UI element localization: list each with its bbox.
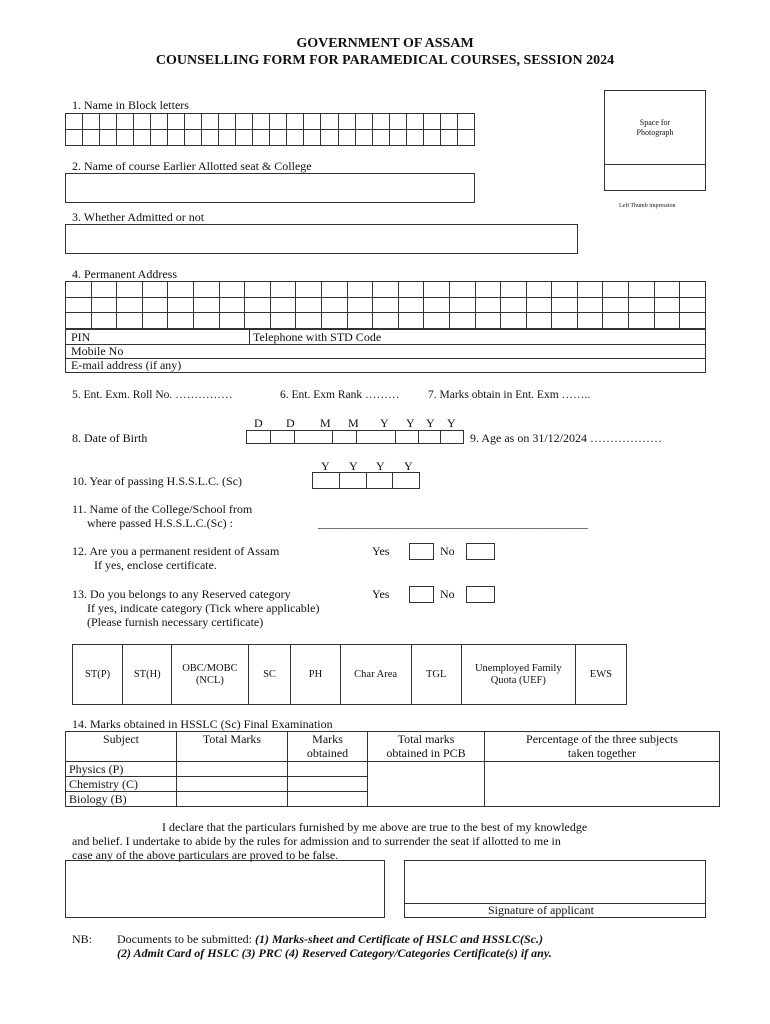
letter-cell[interactable] <box>552 313 578 329</box>
letter-cell[interactable] <box>245 282 271 298</box>
letter-cell[interactable] <box>424 313 450 329</box>
letter-cell[interactable] <box>142 313 168 329</box>
marks-obtained-cell[interactable] <box>288 762 368 777</box>
category-label: OBC/MOBC <box>182 662 238 674</box>
letter-cell[interactable] <box>577 313 603 329</box>
subject-name: Biology (B) <box>66 792 177 807</box>
letter-cell[interactable] <box>423 114 440 130</box>
letter-cell[interactable] <box>475 313 501 329</box>
reserved-yes-checkbox[interactable] <box>409 586 434 603</box>
college-blank-line[interactable]: _____________________________________________ <box>318 516 588 530</box>
photo-label-2: Photograph <box>636 128 674 137</box>
letter-cell[interactable] <box>475 297 501 313</box>
marks-col-obtained <box>288 732 368 762</box>
letter-cell[interactable] <box>457 130 474 146</box>
letter-cell[interactable] <box>296 297 322 313</box>
category-label: Char Area <box>354 668 398 680</box>
telephone-label: Telephone with STD Code <box>253 330 382 344</box>
marks-col-pct-2: taken together <box>567 746 637 760</box>
letter-cell[interactable] <box>654 297 680 313</box>
letter-cell[interactable] <box>424 282 450 298</box>
letter-cell[interactable] <box>117 313 143 329</box>
total-marks-cell[interactable] <box>177 792 288 807</box>
letter-cell[interactable] <box>66 313 92 329</box>
letter-cell[interactable] <box>321 282 347 298</box>
letter-cell[interactable] <box>134 130 151 146</box>
contact-divider-v <box>249 330 250 344</box>
letter-cell[interactable] <box>603 313 629 329</box>
letter-cell[interactable] <box>449 297 475 313</box>
letter-cell[interactable] <box>202 130 219 146</box>
letter-cell[interactable] <box>372 130 389 146</box>
letter-cell[interactable] <box>423 130 440 146</box>
nb-prefix: Documents to be submitted: <box>117 932 252 946</box>
marks-col-pcb-2: obtained in PCB <box>386 746 466 760</box>
letter-cell[interactable] <box>398 313 424 329</box>
letter-cell[interactable] <box>270 297 296 313</box>
reserved-no-checkbox[interactable] <box>466 586 495 603</box>
letter-cell[interactable] <box>373 313 399 329</box>
letter-cell[interactable] <box>66 282 92 298</box>
letter-cell[interactable] <box>304 130 321 146</box>
letter-cell[interactable] <box>406 130 423 146</box>
date-header-letter: Y <box>426 416 435 430</box>
marks-col-obtained-2: obtained <box>306 746 349 760</box>
letter-cell[interactable] <box>398 297 424 313</box>
reserved-label-2: If yes, indicate category (Tick where applicable) <box>87 601 320 615</box>
letter-cell[interactable] <box>449 313 475 329</box>
category-label: PH <box>308 668 323 680</box>
category-cell[interactable] <box>575 645 626 705</box>
date-header-letter: D <box>286 416 295 430</box>
letter-cell[interactable] <box>680 282 706 298</box>
letter-cell[interactable] <box>287 130 304 146</box>
letter-cell[interactable] <box>270 313 296 329</box>
letter-cell[interactable] <box>134 114 151 130</box>
letter-cell[interactable] <box>83 114 100 130</box>
nb-documents-1: (1) Marks-sheet and Certificate of HSLC and HSSLC(Sc.) <box>254 932 543 946</box>
photo-label-1: Space for <box>639 118 671 127</box>
name-label: 1. Name in Block letters <box>72 98 189 112</box>
date-header-letter: M <box>320 416 331 430</box>
letter-cell[interactable] <box>253 114 270 130</box>
letter-cell[interactable] <box>219 313 245 329</box>
letter-cell[interactable] <box>629 297 655 313</box>
letter-cell[interactable] <box>347 282 373 298</box>
thumb-impression-box[interactable] <box>65 860 385 918</box>
letter-cell[interactable] <box>629 313 655 329</box>
letter-cell[interactable] <box>449 282 475 298</box>
course-college-field[interactable] <box>65 173 475 203</box>
resident-yes-label: Yes <box>372 544 390 558</box>
letter-cell[interactable] <box>457 114 474 130</box>
nb-label: NB: <box>72 932 93 946</box>
letter-cell[interactable] <box>91 282 117 298</box>
category-label: Unemployed Family <box>474 662 562 674</box>
reserved-label-3: (Please furnish necessary certificate) <box>87 615 264 629</box>
letter-cell[interactable] <box>603 297 629 313</box>
resident-label-2: If yes, enclose certificate. <box>94 558 217 572</box>
date-header-letter: D <box>254 416 263 430</box>
letter-cell[interactable] <box>236 130 253 146</box>
letter-cell[interactable] <box>552 282 578 298</box>
letter-cell[interactable] <box>526 313 552 329</box>
date-header-letter: Y <box>376 459 385 473</box>
college-label-1: 11. Name of the College/School from <box>72 502 253 516</box>
college-label-2: where passed H.S.S.L.C.(Sc) : <box>87 516 233 530</box>
letter-cell[interactable] <box>424 297 450 313</box>
rank-label: 6. Ent. Exm Rank ……… <box>280 389 400 401</box>
letter-cell[interactable] <box>270 282 296 298</box>
passing-year-label: 10. Year of passing H.S.S.L.C. (Sc) <box>72 474 243 488</box>
subject-name: Chemistry (C) <box>66 777 177 792</box>
date-header-letter: Y <box>404 459 413 473</box>
roll-no-label: 5. Ent. Exm. Roll No. …………… <box>72 389 233 401</box>
letter-cell[interactable] <box>321 313 347 329</box>
letter-cell[interactable] <box>629 282 655 298</box>
photo-box[interactable] <box>604 90 706 191</box>
marks-col-pcb <box>368 732 485 762</box>
letter-cell[interactable] <box>193 297 219 313</box>
letter-cell[interactable] <box>270 114 287 130</box>
letter-cell[interactable] <box>245 313 271 329</box>
date-header-letter: Y <box>321 459 330 473</box>
letter-cell[interactable] <box>654 282 680 298</box>
nb-line-2 <box>117 946 552 961</box>
declaration-line-3: case any of the above particulars are proved to be false. <box>72 848 339 862</box>
category-label: TGL <box>426 668 447 680</box>
letter-cell[interactable] <box>151 130 168 146</box>
name-letter-grid[interactable] <box>65 113 475 146</box>
letter-cell[interactable] <box>389 114 406 130</box>
marks-obtained-cell[interactable] <box>288 777 368 792</box>
marks-col-subject: Subject <box>66 732 177 762</box>
letter-cell[interactable] <box>501 313 527 329</box>
letter-cell[interactable] <box>321 130 338 146</box>
letter-cell[interactable] <box>236 114 253 130</box>
percentage-cell[interactable] <box>485 762 720 807</box>
letter-cell[interactable] <box>168 313 194 329</box>
dob-headers <box>248 416 464 430</box>
letter-cell[interactable] <box>168 282 194 298</box>
marks-col-percentage <box>485 732 720 762</box>
age-label: 9. Age as on 31/12/2024 ……………… <box>470 431 662 445</box>
letter-cell[interactable] <box>373 297 399 313</box>
marks-obtained-cell[interactable] <box>288 792 368 807</box>
letter-cell[interactable] <box>245 297 271 313</box>
form-government-title: GOVERNMENT OF ASSAM <box>296 36 474 51</box>
total-marks-cell[interactable] <box>177 762 288 777</box>
letter-cell[interactable] <box>117 114 134 130</box>
marks-col-pct-1: Percentage of the three subjects <box>526 732 678 746</box>
letter-cell[interactable] <box>372 114 389 130</box>
declaration-line-1: I declare that the particulars furnished by me above are true to the best of my knowledge <box>162 820 588 834</box>
letter-cell[interactable] <box>406 114 423 130</box>
letter-cell[interactable] <box>168 114 185 130</box>
photo-divider <box>605 164 705 165</box>
letter-cell[interactable] <box>100 114 117 130</box>
category-cell[interactable] <box>291 645 340 705</box>
letter-cell[interactable] <box>347 297 373 313</box>
admitted-field[interactable] <box>65 224 578 254</box>
resident-yes-checkbox[interactable] <box>409 543 434 560</box>
letter-cell[interactable] <box>577 282 603 298</box>
letter-cell[interactable] <box>680 313 706 329</box>
category-cell[interactable] <box>340 645 411 705</box>
letter-cell[interactable] <box>347 313 373 329</box>
resident-label-1: 12. Are you a permanent resident of Assam <box>72 544 280 558</box>
letter-cell[interactable] <box>355 130 372 146</box>
dob-grid[interactable] <box>246 430 464 444</box>
letter-cell[interactable] <box>321 114 338 130</box>
letter-cell[interactable] <box>398 282 424 298</box>
letter-cell[interactable] <box>501 282 527 298</box>
category-cell[interactable] <box>461 645 575 705</box>
declaration-line-2: and belief. I undertake to abide by the rules for admission and to surrender the seat if allotted to me in <box>72 834 561 848</box>
letter-cell[interactable] <box>321 297 347 313</box>
letter-cell[interactable] <box>355 114 372 130</box>
category-cell[interactable] <box>172 645 248 705</box>
letter-cell[interactable] <box>253 130 270 146</box>
letter-cell[interactable] <box>117 130 134 146</box>
date-header-letter: Y <box>406 416 415 430</box>
letter-cell[interactable] <box>287 114 304 130</box>
letter-cell[interactable] <box>100 130 117 146</box>
letter-cell[interactable] <box>680 297 706 313</box>
letter-cell[interactable] <box>603 282 629 298</box>
letter-cell[interactable] <box>338 130 355 146</box>
category-label-sub: Quota (UEF) <box>490 674 546 686</box>
reserved-yes-label: Yes <box>372 587 390 601</box>
category-cell[interactable] <box>248 645 291 705</box>
address-label: 4. Permanent Address <box>72 267 177 281</box>
letter-cell[interactable] <box>193 313 219 329</box>
category-cell[interactable] <box>123 645 172 705</box>
letter-cell[interactable] <box>373 282 399 298</box>
form-title: COUNSELLING FORM FOR PARAMEDICAL COURSES, SESSION 2024 <box>155 53 615 68</box>
letter-cell[interactable] <box>117 297 143 313</box>
letter-cell[interactable] <box>296 313 322 329</box>
letter-cell[interactable] <box>66 297 92 313</box>
letter-cell[interactable] <box>66 114 83 130</box>
marks-title: 14. Marks obtained in HSSLC (Sc) Final Examination <box>72 717 333 731</box>
category-cell[interactable] <box>411 645 461 705</box>
category-label: ST(P) <box>85 668 111 680</box>
date-header-letter: Y <box>380 416 389 430</box>
marks-table <box>65 731 720 807</box>
letter-cell[interactable] <box>475 282 501 298</box>
pcb-total-cell[interactable] <box>368 762 485 807</box>
letter-cell[interactable] <box>440 130 457 146</box>
signature-label: Signature of applicant <box>488 903 594 917</box>
thumb-impression-label: Left Thumb impression <box>619 203 676 209</box>
date-header-letter: Y <box>349 459 358 473</box>
letter-cell[interactable] <box>296 282 322 298</box>
category-cell[interactable] <box>73 645 123 705</box>
letter-cell[interactable] <box>185 114 202 130</box>
letter-cell[interactable] <box>501 297 527 313</box>
letter-cell[interactable] <box>270 130 287 146</box>
letter-cell[interactable] <box>219 282 245 298</box>
admitted-label: 3. Whether Admitted or not <box>72 210 205 224</box>
letter-cell[interactable] <box>151 114 168 130</box>
date-header-letter: M <box>348 416 359 430</box>
letter-cell[interactable] <box>552 297 578 313</box>
category-label-sub: (NCL) <box>195 674 224 686</box>
resident-no-checkbox[interactable] <box>466 543 495 560</box>
letter-cell[interactable] <box>193 282 219 298</box>
letter-cell[interactable] <box>389 130 406 146</box>
dob-label: 8. Date of Birth <box>72 431 148 445</box>
letter-cell[interactable] <box>185 130 202 146</box>
letter-cell[interactable] <box>91 297 117 313</box>
letter-cell[interactable] <box>526 297 552 313</box>
letter-cell[interactable] <box>83 130 100 146</box>
pin-label: PIN <box>71 330 91 344</box>
passing-year-grid[interactable] <box>312 472 420 489</box>
marks-col-total: Total Marks <box>177 732 288 762</box>
total-marks-cell[interactable] <box>177 777 288 792</box>
letter-cell[interactable] <box>219 114 236 130</box>
contact-divider-1 <box>66 344 705 345</box>
letter-cell[interactable] <box>304 114 321 130</box>
reserved-no-label: No <box>440 587 455 601</box>
marks-col-obtained-1: Marks <box>312 732 343 746</box>
nb-line-1 <box>117 932 543 947</box>
email-label: E-mail address (if any) <box>71 358 182 372</box>
letter-cell[interactable] <box>168 130 185 146</box>
course-college-label: 2. Name of course Earlier Allotted seat & College <box>72 159 312 173</box>
category-table <box>72 644 627 705</box>
nb-documents-2: (2) Admit Card of HSLC (3) PRC (4) Reserved Category/Categories Certificate(s) if any. <box>117 946 552 960</box>
letter-cell[interactable] <box>577 297 603 313</box>
marks-col-pcb-1: Total marks <box>397 732 455 746</box>
letter-cell[interactable] <box>202 114 219 130</box>
mobile-label: Mobile No <box>71 344 124 358</box>
letter-cell[interactable] <box>219 130 236 146</box>
letter-cell[interactable] <box>654 313 680 329</box>
reserved-label-1: 13. Do you belongs to any Reserved category <box>72 587 291 601</box>
letter-cell[interactable] <box>142 282 168 298</box>
category-label: SC <box>263 668 276 680</box>
category-label: EWS <box>589 668 612 680</box>
letter-cell[interactable] <box>117 282 143 298</box>
letter-cell[interactable] <box>219 297 245 313</box>
address-grid[interactable] <box>65 281 706 329</box>
letter-cell[interactable] <box>66 130 83 146</box>
resident-no-label: No <box>440 544 455 558</box>
category-label: ST(H) <box>133 668 161 680</box>
letter-cell[interactable] <box>526 282 552 298</box>
letter-cell[interactable] <box>91 313 117 329</box>
letter-cell[interactable] <box>168 297 194 313</box>
ent-marks-label: 7. Marks obtain in Ent. Exm …….. <box>428 389 591 401</box>
letter-cell[interactable] <box>440 114 457 130</box>
letter-cell[interactable] <box>338 114 355 130</box>
subject-name: Physics (P) <box>66 762 177 777</box>
letter-cell[interactable] <box>142 297 168 313</box>
date-header-letter: Y <box>447 416 456 430</box>
year-headers <box>312 459 420 473</box>
